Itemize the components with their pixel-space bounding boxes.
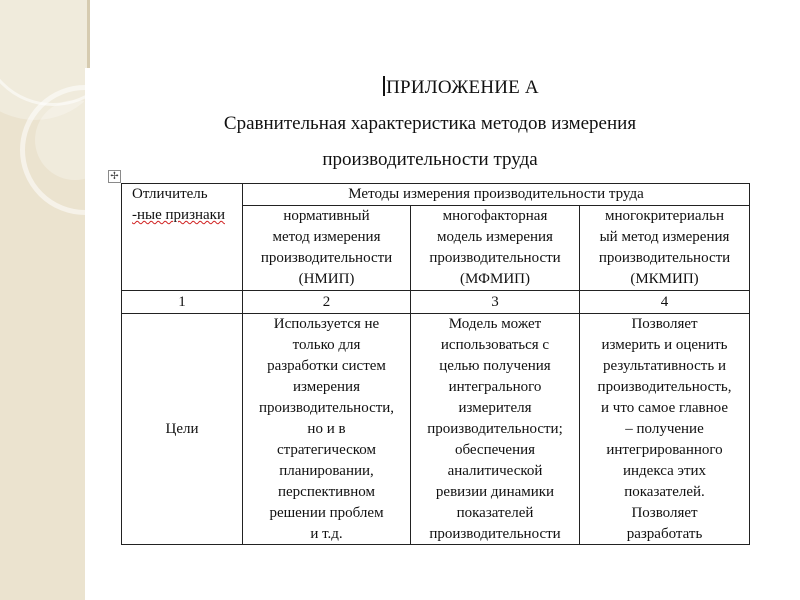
cell-line: ревизии динамики	[435, 484, 555, 500]
cell-line: производительности,	[258, 400, 395, 416]
cell-line: производительности;	[427, 421, 563, 437]
cell-line: производительности	[429, 526, 561, 542]
goals-cell-mfmip	[411, 314, 580, 545]
features-header-cell	[122, 184, 243, 291]
cell-line: интегрального	[448, 379, 542, 395]
cell-line: но и в	[307, 421, 346, 437]
method-header-nmip	[243, 206, 411, 291]
text-cursor	[383, 76, 385, 96]
cell-line: измерителя	[458, 400, 532, 416]
cell-line: показателей.	[624, 484, 705, 500]
cell-line: измерения	[292, 379, 360, 395]
method-header-line: (МФМИП)	[460, 271, 530, 287]
method-header-line: ый метод измерения	[599, 229, 730, 245]
cell-line: решении проблем	[269, 505, 384, 521]
features-header-line-1: Отличитель	[132, 186, 208, 202]
goals-cell-nmip	[243, 314, 411, 545]
cell-line: Модель может	[448, 316, 542, 332]
appendix-title: ПРИЛОЖЕНИЕ А	[0, 76, 800, 99]
cell-line: и что самое главное	[601, 400, 729, 416]
method-header-mkmip	[580, 206, 750, 291]
cell-line: и т.д.	[310, 526, 343, 542]
row-label-goals: Цели	[122, 314, 243, 545]
comparison-table	[121, 183, 749, 542]
cell-line: Используется не	[273, 316, 380, 332]
cell-line: аналитической	[447, 463, 543, 479]
method-header-line: (НМИП)	[298, 271, 355, 287]
methods-group-header: Методы измерения производительности труда	[243, 184, 750, 206]
document-title-line-1: Сравнительная характеристика методов измерения	[223, 113, 637, 134]
cell-line: производительность,	[597, 379, 732, 395]
method-header-line: метод измерения	[272, 229, 381, 245]
method-header-mfmip	[411, 206, 580, 291]
cell-line: целью получения	[439, 358, 551, 374]
column-number: 3	[411, 291, 580, 314]
goals-cell-mkmip	[580, 314, 750, 545]
column-number: 1	[122, 291, 243, 314]
cell-line: показателей	[456, 505, 534, 521]
method-header-line: многокритериальн	[605, 208, 725, 224]
method-header-line: нормативный	[283, 208, 370, 224]
cell-line: перспективном	[277, 484, 376, 500]
cell-line: Позволяет	[631, 505, 698, 521]
cell-line: Позволяет	[631, 316, 698, 332]
document-title-line-2: производительности труда	[322, 149, 538, 170]
move-cross-icon[interactable]: ✢	[108, 170, 121, 183]
method-header-line: (МКМИП)	[630, 271, 699, 287]
features-header-line-2: -ные признаки	[132, 207, 225, 223]
cell-line: обеспечения	[454, 442, 536, 458]
cell-line: планировании,	[279, 463, 374, 479]
cell-line: только для	[292, 337, 361, 353]
cell-line: интегрированного	[606, 442, 723, 458]
cell-line: измерить и оценить	[601, 337, 728, 353]
column-number: 4	[580, 291, 750, 314]
cell-line: – получение	[625, 421, 704, 437]
method-header-line: производительности	[260, 250, 393, 266]
cell-line: стратегическом	[276, 442, 377, 458]
method-header-line: многофакторная	[442, 208, 548, 224]
column-number: 2	[243, 291, 411, 314]
method-header-line: производительности	[598, 250, 731, 266]
cell-line: использоваться с	[440, 337, 550, 353]
method-header-line: модель измерения	[437, 229, 553, 245]
cell-line: результативность и	[603, 358, 726, 374]
cell-line: разработать	[626, 526, 703, 542]
cell-line: индекса этих	[623, 463, 707, 479]
cell-line: разработки систем	[267, 358, 386, 374]
method-header-line: производительности	[429, 250, 561, 266]
